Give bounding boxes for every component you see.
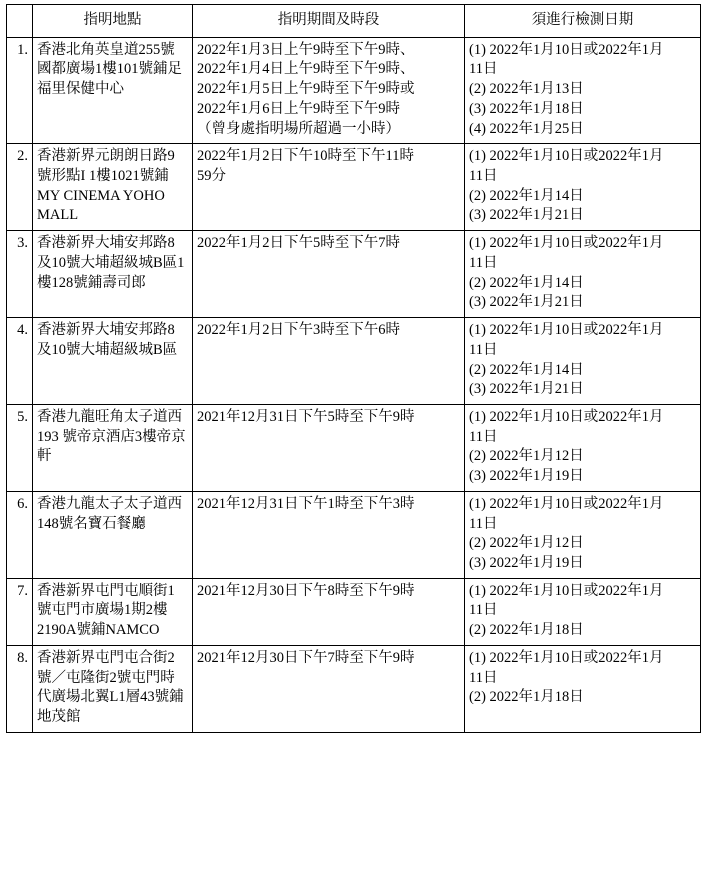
cell-period	[193, 37, 465, 144]
table-header-row	[7, 5, 701, 38]
test-date-line: (2) 2022年1月14日	[469, 274, 584, 291]
test-date-line: 11日	[469, 602, 498, 619]
cell-period	[193, 645, 465, 732]
period-line: 2021年12月30日下午7時至下午9時	[197, 649, 415, 666]
cell-place: 香港新界屯門屯順街1號屯門市廣場1期2樓2190A號鋪NAMCO	[33, 578, 193, 645]
test-date-line: (3) 2022年1月18日	[469, 100, 584, 117]
period-line: 2021年12月31日下午1時至下午3時	[197, 495, 415, 512]
table-body	[7, 37, 701, 732]
specified-premises-table	[6, 4, 701, 733]
test-date-line: (1) 2022年1月10日或2022年1月	[469, 235, 664, 252]
column-header-period: 指明期間及時段	[193, 5, 465, 38]
period-line: （曾身處指明場所超過一小時）	[197, 120, 400, 137]
row-number: 5.	[7, 404, 33, 491]
test-date-line: (1) 2022年1月10日或2022年1月	[469, 322, 664, 339]
test-date-line: (2) 2022年1月12日	[469, 448, 584, 465]
column-header-number	[7, 5, 33, 38]
test-date-line: (2) 2022年1月18日	[469, 622, 584, 639]
test-date-line: (2) 2022年1月14日	[469, 187, 584, 204]
period-line: 2021年12月30日下午8時至下午9時	[197, 582, 415, 599]
table-row	[7, 645, 701, 732]
test-date-line: (3) 2022年1月19日	[469, 554, 584, 571]
cell-period	[193, 491, 465, 578]
cell-test-date	[465, 404, 701, 491]
cell-test-date	[465, 144, 701, 231]
table-row	[7, 144, 701, 231]
cell-test-date	[465, 231, 701, 318]
cell-period	[193, 404, 465, 491]
table-row	[7, 318, 701, 405]
test-date-line: 11日	[469, 515, 498, 532]
test-date-line: 11日	[469, 341, 498, 358]
test-date-line: (2) 2022年1月14日	[469, 361, 584, 378]
test-date-line: (4) 2022年1月25日	[469, 120, 584, 137]
test-date-line: (1) 2022年1月10日或2022年1月	[469, 148, 664, 165]
test-date-line: (1) 2022年1月10日或2022年1月	[469, 582, 664, 599]
column-header-test-date: 須進行檢測日期	[465, 5, 701, 38]
test-date-line: (1) 2022年1月10日或2022年1月	[469, 649, 664, 666]
test-date-line: 11日	[469, 61, 498, 78]
cell-period	[193, 231, 465, 318]
cell-test-date	[465, 645, 701, 732]
table-row	[7, 37, 701, 144]
period-line: 2021年12月31日下午5時至下午9時	[197, 408, 415, 425]
period-line: 2022年1月4日上午9時至下午9時、	[197, 61, 415, 78]
test-date-line: (3) 2022年1月19日	[469, 468, 584, 485]
test-date-line: (1) 2022年1月10日或2022年1月	[469, 41, 664, 58]
cell-place: 香港九龍旺角太子道西193 號帝京酒店3樓帝京軒	[33, 404, 193, 491]
row-number: 8.	[7, 645, 33, 732]
test-date-line: 11日	[469, 428, 498, 445]
cell-period	[193, 318, 465, 405]
cell-place: 香港九龍太子太子道西148號名寶石餐廳	[33, 491, 193, 578]
test-date-line: (3) 2022年1月21日	[469, 207, 584, 224]
cell-place: 香港新界屯門屯合街2號／屯隆街2號屯門時代廣場北翼L1層43號鋪地茂館	[33, 645, 193, 732]
test-date-line: (2) 2022年1月18日	[469, 689, 584, 706]
cell-place: 香港新界大埔安邦路8及10號大埔超級城B區1樓128號鋪壽司郎	[33, 231, 193, 318]
column-header-place: 指明地點	[33, 5, 193, 38]
row-number: 2.	[7, 144, 33, 231]
period-line: 2022年1月3日上午9時至下午9時、	[197, 41, 415, 58]
period-line: 2022年1月2日下午10時至下午11時	[197, 148, 414, 165]
test-date-line: (2) 2022年1月12日	[469, 535, 584, 552]
cell-test-date	[465, 578, 701, 645]
cell-place: 香港新界大埔安邦路8及10號大埔超級城B區	[33, 318, 193, 405]
cell-place: 香港新界元朗朗日路9號形點I 1樓1021號鋪MY CINEMA YOHO MALL	[33, 144, 193, 231]
period-line: 2022年1月2日下午5時至下午7時	[197, 235, 400, 252]
cell-test-date	[465, 37, 701, 144]
table-row	[7, 404, 701, 491]
cell-period	[193, 144, 465, 231]
table-row	[7, 491, 701, 578]
test-date-line: 11日	[469, 669, 498, 686]
row-number: 3.	[7, 231, 33, 318]
row-number: 7.	[7, 578, 33, 645]
period-line: 2022年1月2日下午3時至下午6時	[197, 322, 400, 339]
test-date-line: (3) 2022年1月21日	[469, 294, 584, 311]
row-number: 1.	[7, 37, 33, 144]
test-date-line: (2) 2022年1月13日	[469, 81, 584, 98]
period-line: 2022年1月5日上午9時至下午9時或	[197, 81, 415, 98]
period-line: 2022年1月6日上午9時至下午9時	[197, 100, 400, 117]
period-line: 59分	[197, 168, 226, 185]
test-date-line: (3) 2022年1月21日	[469, 381, 584, 398]
cell-place: 香港北角英皇道255號國都廣場1樓101號鋪足福里保健中心	[33, 37, 193, 144]
test-date-line: (1) 2022年1月10日或2022年1月	[469, 495, 664, 512]
cell-period	[193, 578, 465, 645]
cell-test-date	[465, 491, 701, 578]
test-date-line: 11日	[469, 168, 498, 185]
row-number: 6.	[7, 491, 33, 578]
test-date-line: 11日	[469, 254, 498, 271]
row-number: 4.	[7, 318, 33, 405]
table-row	[7, 578, 701, 645]
test-date-line: (1) 2022年1月10日或2022年1月	[469, 408, 664, 425]
table-header	[7, 5, 701, 38]
cell-test-date	[465, 318, 701, 405]
table-row	[7, 231, 701, 318]
